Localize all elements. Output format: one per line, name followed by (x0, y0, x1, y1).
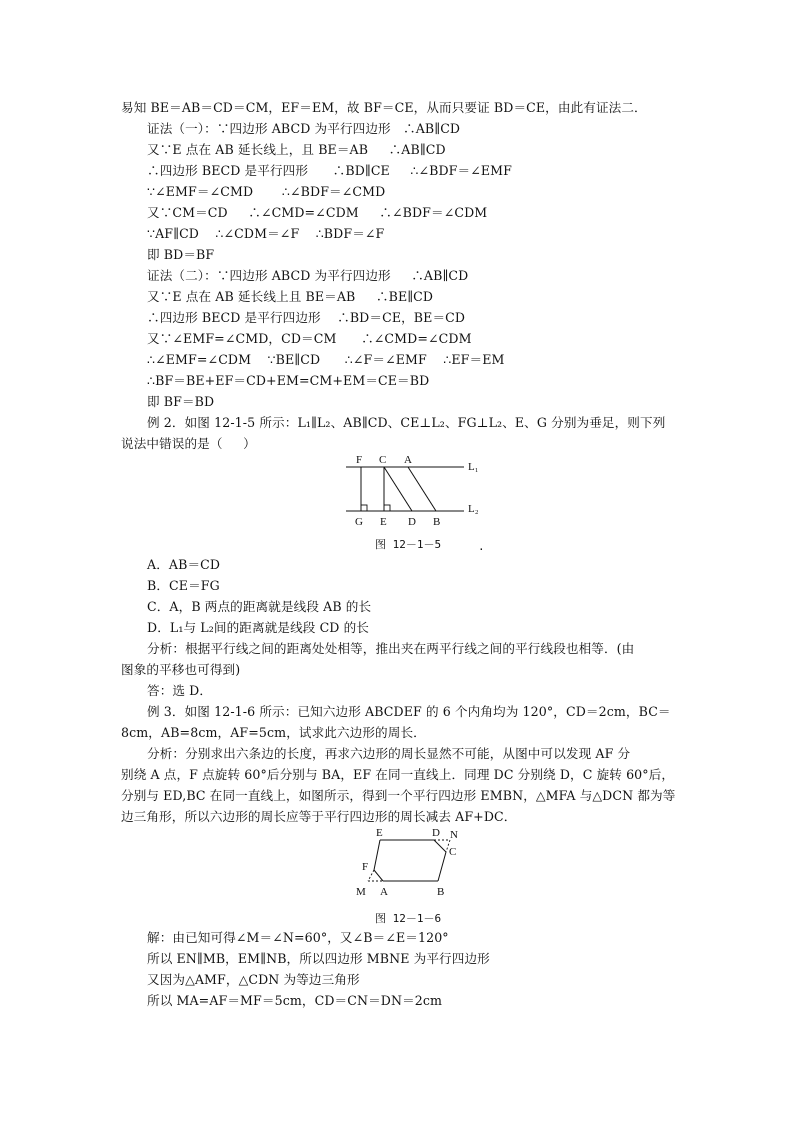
figure-12-1-5 (340, 450, 500, 530)
text-line: 解：由已知可得∠M＝∠N=60°，又∠B＝∠E＝120° (147, 930, 449, 945)
label-N: N (450, 829, 458, 841)
label-D: D (408, 516, 416, 528)
label-C: C (449, 846, 457, 858)
text-line: 易知 BE＝AB＝CD＝CM，EF＝EM，故 BF＝CE，从而只要证 BD＝CE，由此有证法二． (121, 100, 647, 115)
text-line: 又∵E 点在 AB 延长线上，且 BE＝AB ∴AB∥CD (147, 142, 446, 157)
text-line: 答：选 D． (147, 683, 213, 698)
figure-12-1-6 (350, 825, 480, 900)
text-line: 即 BF＝BD (147, 394, 215, 409)
option-c: C．A，B 两点的距离就是线段 AB 的长 (147, 599, 372, 614)
figure-caption: 图 12－1－5 (375, 538, 442, 551)
figure-caption: 图 12－1－6 (375, 912, 442, 925)
text-line: ∴四边形 BECD 是平行四边形 ∴BD＝CE，BE＝CD (147, 310, 466, 325)
label-B: B (437, 886, 445, 898)
label-F: F (356, 454, 363, 466)
option-d: D．L₁与 L₂间的距离就是线段 CD 的长 (147, 620, 369, 635)
text-line: ∵AF∥CD ∴∠CDM＝∠F ∴BDF＝∠F (147, 226, 385, 241)
label-E: E (380, 516, 387, 528)
label-E: E (376, 827, 383, 839)
text-line: 又∵E 点在 AB 延长线上且 BE＝AB ∴BE∥CD (147, 289, 434, 304)
text-line: 分析：分别求出六条边的长度，再求六边形的周长显然不可能，从图中可以发现 AF 分 (147, 746, 631, 761)
label-A: A (380, 886, 388, 898)
label-M: M (356, 886, 366, 898)
label-C: C (379, 454, 387, 466)
label-G: G (355, 516, 363, 528)
caption-dot: . (478, 540, 485, 553)
label-D: D (432, 827, 440, 839)
label-B: B (433, 516, 441, 528)
text-line: 又因为△AMF，△CDN 为等边三角形 (147, 972, 360, 987)
text-line: ∵∠EMF＝∠CMD ∴∠BDF＝∠CMD (147, 184, 386, 199)
text-line: 例 2．如图 12-1-5 所示：L₁∥L₂、AB∥CD、CE⊥L₂、FG⊥L₂、E、G 分别为垂足，则下列 (147, 415, 666, 430)
label-L1: L₁ (468, 461, 479, 473)
text-line: ∴∠EMF=∠CDM ∵BE∥CD ∴∠F＝∠EMF ∴EF＝EM (147, 352, 505, 367)
text-line: 别绕 A 点，F 点旋转 60°后分别与 BA，EF 在同一直线上．同理 DC 分别绕 D，C 旋转 60°后， (121, 767, 675, 782)
label-L2: L₂ (468, 503, 479, 515)
option-b: B．CE＝FG (147, 578, 220, 593)
text-line: 即 BD＝BF (147, 247, 215, 262)
option-a: A．AB＝CD (147, 557, 221, 572)
text-line: 边三角形，所以六边形的周长应等于平行四边形的周长减去 AF+DC． (121, 809, 517, 824)
text-line: 所以 EN∥MB，EM∥NB，所以四边形 MBNE 为平行四边形 (147, 951, 490, 966)
label-F: F (362, 861, 369, 873)
text-line: 说法中错误的是（ ） (121, 436, 256, 451)
text-line: 8cm，AB=8cm，AF=5cm，试求此六边形的周长． (121, 725, 426, 740)
text-line: ∴BF＝BE+EF＝CD+EM=CM+EM＝CE＝BD (147, 373, 430, 388)
text-line: 所以 MA=AF＝MF＝5cm，CD＝CN＝DN＝2cm (147, 993, 443, 1008)
label-A: A (404, 454, 412, 466)
text-line: 又∵CM＝CD ∴∠CMD=∠CDM ∴∠BDF＝∠CDM (147, 205, 488, 220)
text-line: 分别与 ED,BC 在同一直线上，如图所示，得到一个平行四边形 EMBN，△MFA 与△DCN 都为等 (121, 788, 676, 803)
text-line: 例 3．如图 12-1-6 所示：已知六边形 ABCDEF 的 6 个内角均为 120°，CD＝2cm，BC＝ (147, 704, 671, 719)
text-line: 证法（一）：∵四边形 ABCD 为平行四边形 ∴AB∥CD (147, 121, 461, 136)
text-line: ∴四边形 BECD 是平行四形 ∴BD∥CE ∴∠BDF＝∠EMF (147, 163, 512, 178)
text-line: 图象的平移也可得到) (121, 662, 241, 677)
text-line: 又∵∠EMF=∠CMD，CD＝CM ∴∠CMD=∠CDM (147, 331, 472, 346)
text-line: 证法（二）：∵四边形 ABCD 为平行四边形 ∴AB∥CD (147, 268, 469, 283)
text-line: 分析：根据平行线之间的距离处处相等，推出夹在两平行线之间的平行线段也相等．(由 (147, 641, 635, 656)
